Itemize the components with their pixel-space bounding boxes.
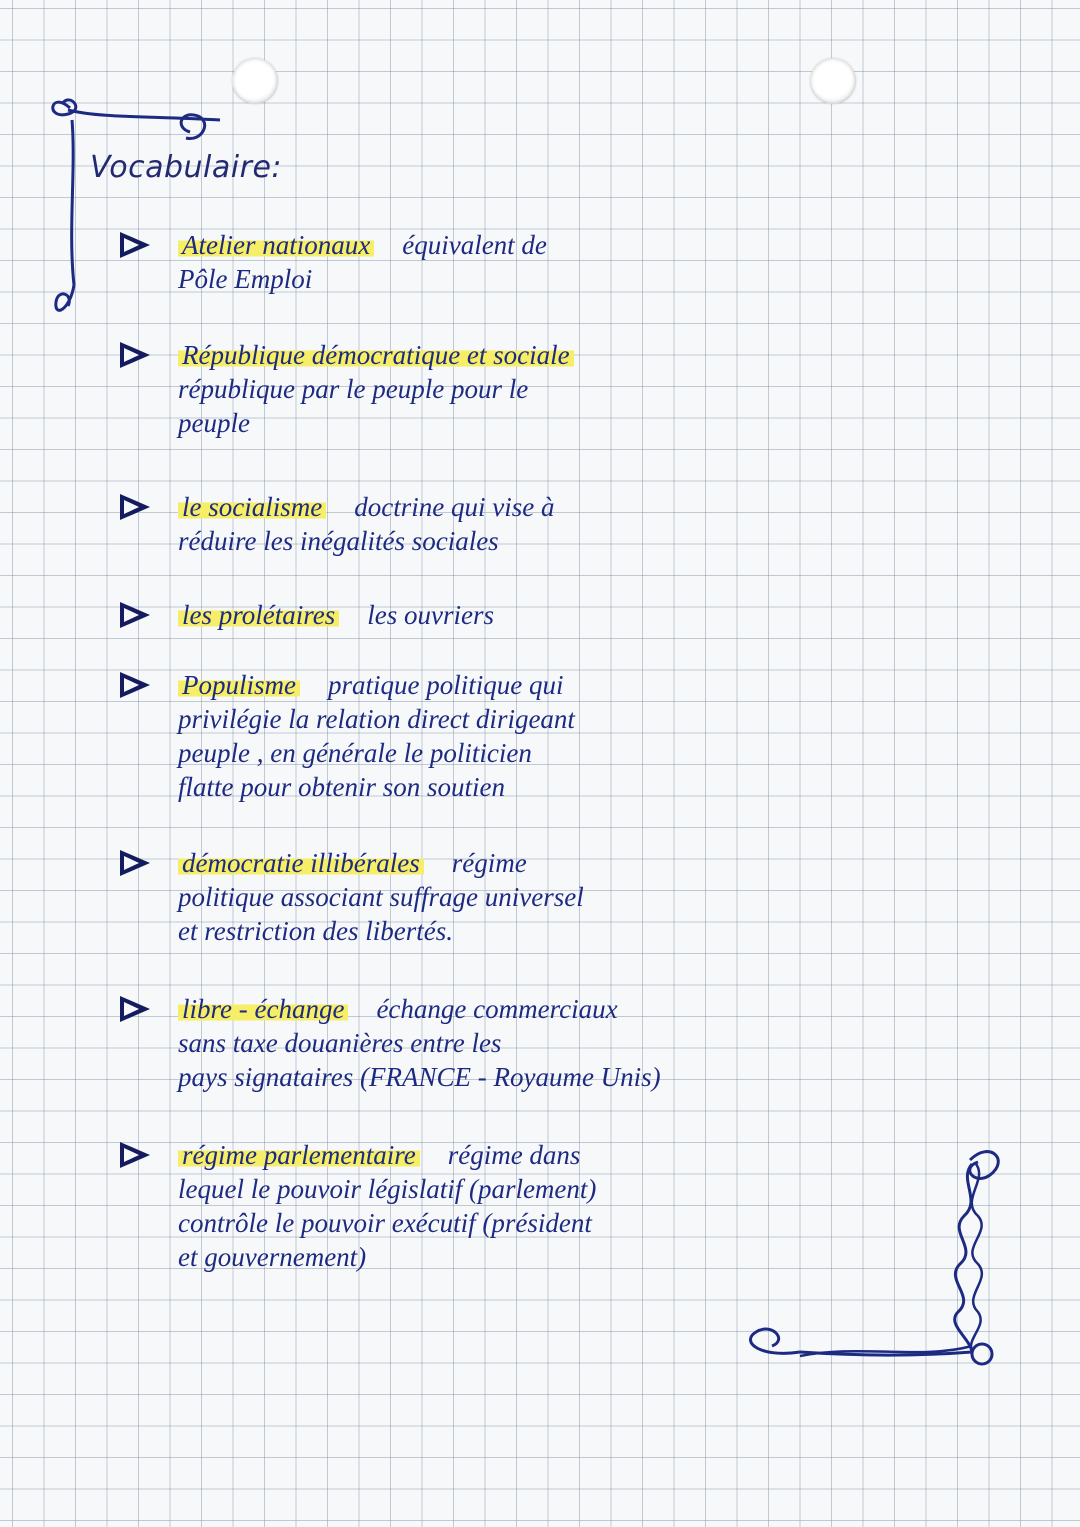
triangle-arrow-icon [120, 1142, 150, 1168]
vocab-term: le socialisme [178, 492, 326, 522]
vocab-term: les prolétaires [178, 600, 339, 630]
vocab-definition-line: privilégie la relation direct dirigeant [178, 704, 575, 734]
triangle-arrow-icon [120, 996, 150, 1022]
vocab-definition-line: peuple [178, 408, 250, 438]
triangle-arrow-icon [120, 232, 150, 258]
vocab-term: Populisme [178, 670, 300, 700]
vocab-definition-line: équivalent de [402, 230, 547, 260]
vocab-term: République démocratique et sociale [178, 340, 574, 370]
vocab-definition-line: régime dans [447, 1140, 581, 1170]
vocab-definition-line: doctrine qui vise à [354, 492, 555, 522]
vocab-definition-line: et gouvernement) [178, 1242, 367, 1272]
vocab-definition-line: Pôle Emploi [178, 264, 313, 294]
vocab-entry [120, 338, 900, 440]
vocab-entry [120, 1138, 900, 1274]
vocab-definition-line: échange commerciaux [376, 994, 618, 1024]
vocab-entry [120, 598, 900, 632]
vocab-definition-line: peuple , en générale le politicien [178, 738, 532, 768]
triangle-arrow-icon [120, 494, 150, 520]
vocab-term: régime parlementaire [178, 1140, 420, 1170]
vocab-entry [120, 228, 900, 296]
binder-hole-icon [232, 58, 278, 104]
vocab-definition-line: régime [451, 848, 527, 878]
vocab-definition-line: les ouvriers [367, 600, 494, 630]
triangle-arrow-icon [120, 602, 150, 628]
page-title: Vocabulaire: [90, 150, 283, 185]
vocab-term: démocratie illibérales [178, 848, 424, 878]
binder-hole-icon [810, 58, 856, 104]
vocab-definition-line: pratique politique qui [328, 670, 564, 700]
triangle-arrow-icon [120, 672, 150, 698]
vocab-entry [120, 490, 900, 558]
vocab-term: Atelier nationaux [178, 230, 374, 260]
vocab-entry [120, 992, 900, 1094]
triangle-arrow-icon [120, 850, 150, 876]
vocab-definition-line: et restriction des libertés. [178, 916, 453, 946]
vocab-term: libre - échange [178, 994, 348, 1024]
vocab-definition-line: flatte pour obtenir son soutien [178, 772, 505, 802]
vocab-definition-line: lequel le pouvoir législatif (parlement) [178, 1174, 597, 1204]
vocab-entry [120, 668, 900, 804]
triangle-arrow-icon [120, 342, 150, 368]
vocab-definition-line: république par le peuple pour le [178, 374, 529, 404]
vocab-definition-line: réduire les inégalités sociales [178, 526, 499, 556]
vocab-definition-line: contrôle le pouvoir exécutif (président [178, 1208, 592, 1238]
vocab-definition-line: politique associant suffrage universel [178, 882, 584, 912]
vocab-entry [120, 846, 900, 948]
vocab-definition-line: sans taxe douanières entre les [178, 1028, 502, 1058]
vocab-definition-line: pays signataires (FRANCE - Royaume Unis) [178, 1062, 661, 1092]
